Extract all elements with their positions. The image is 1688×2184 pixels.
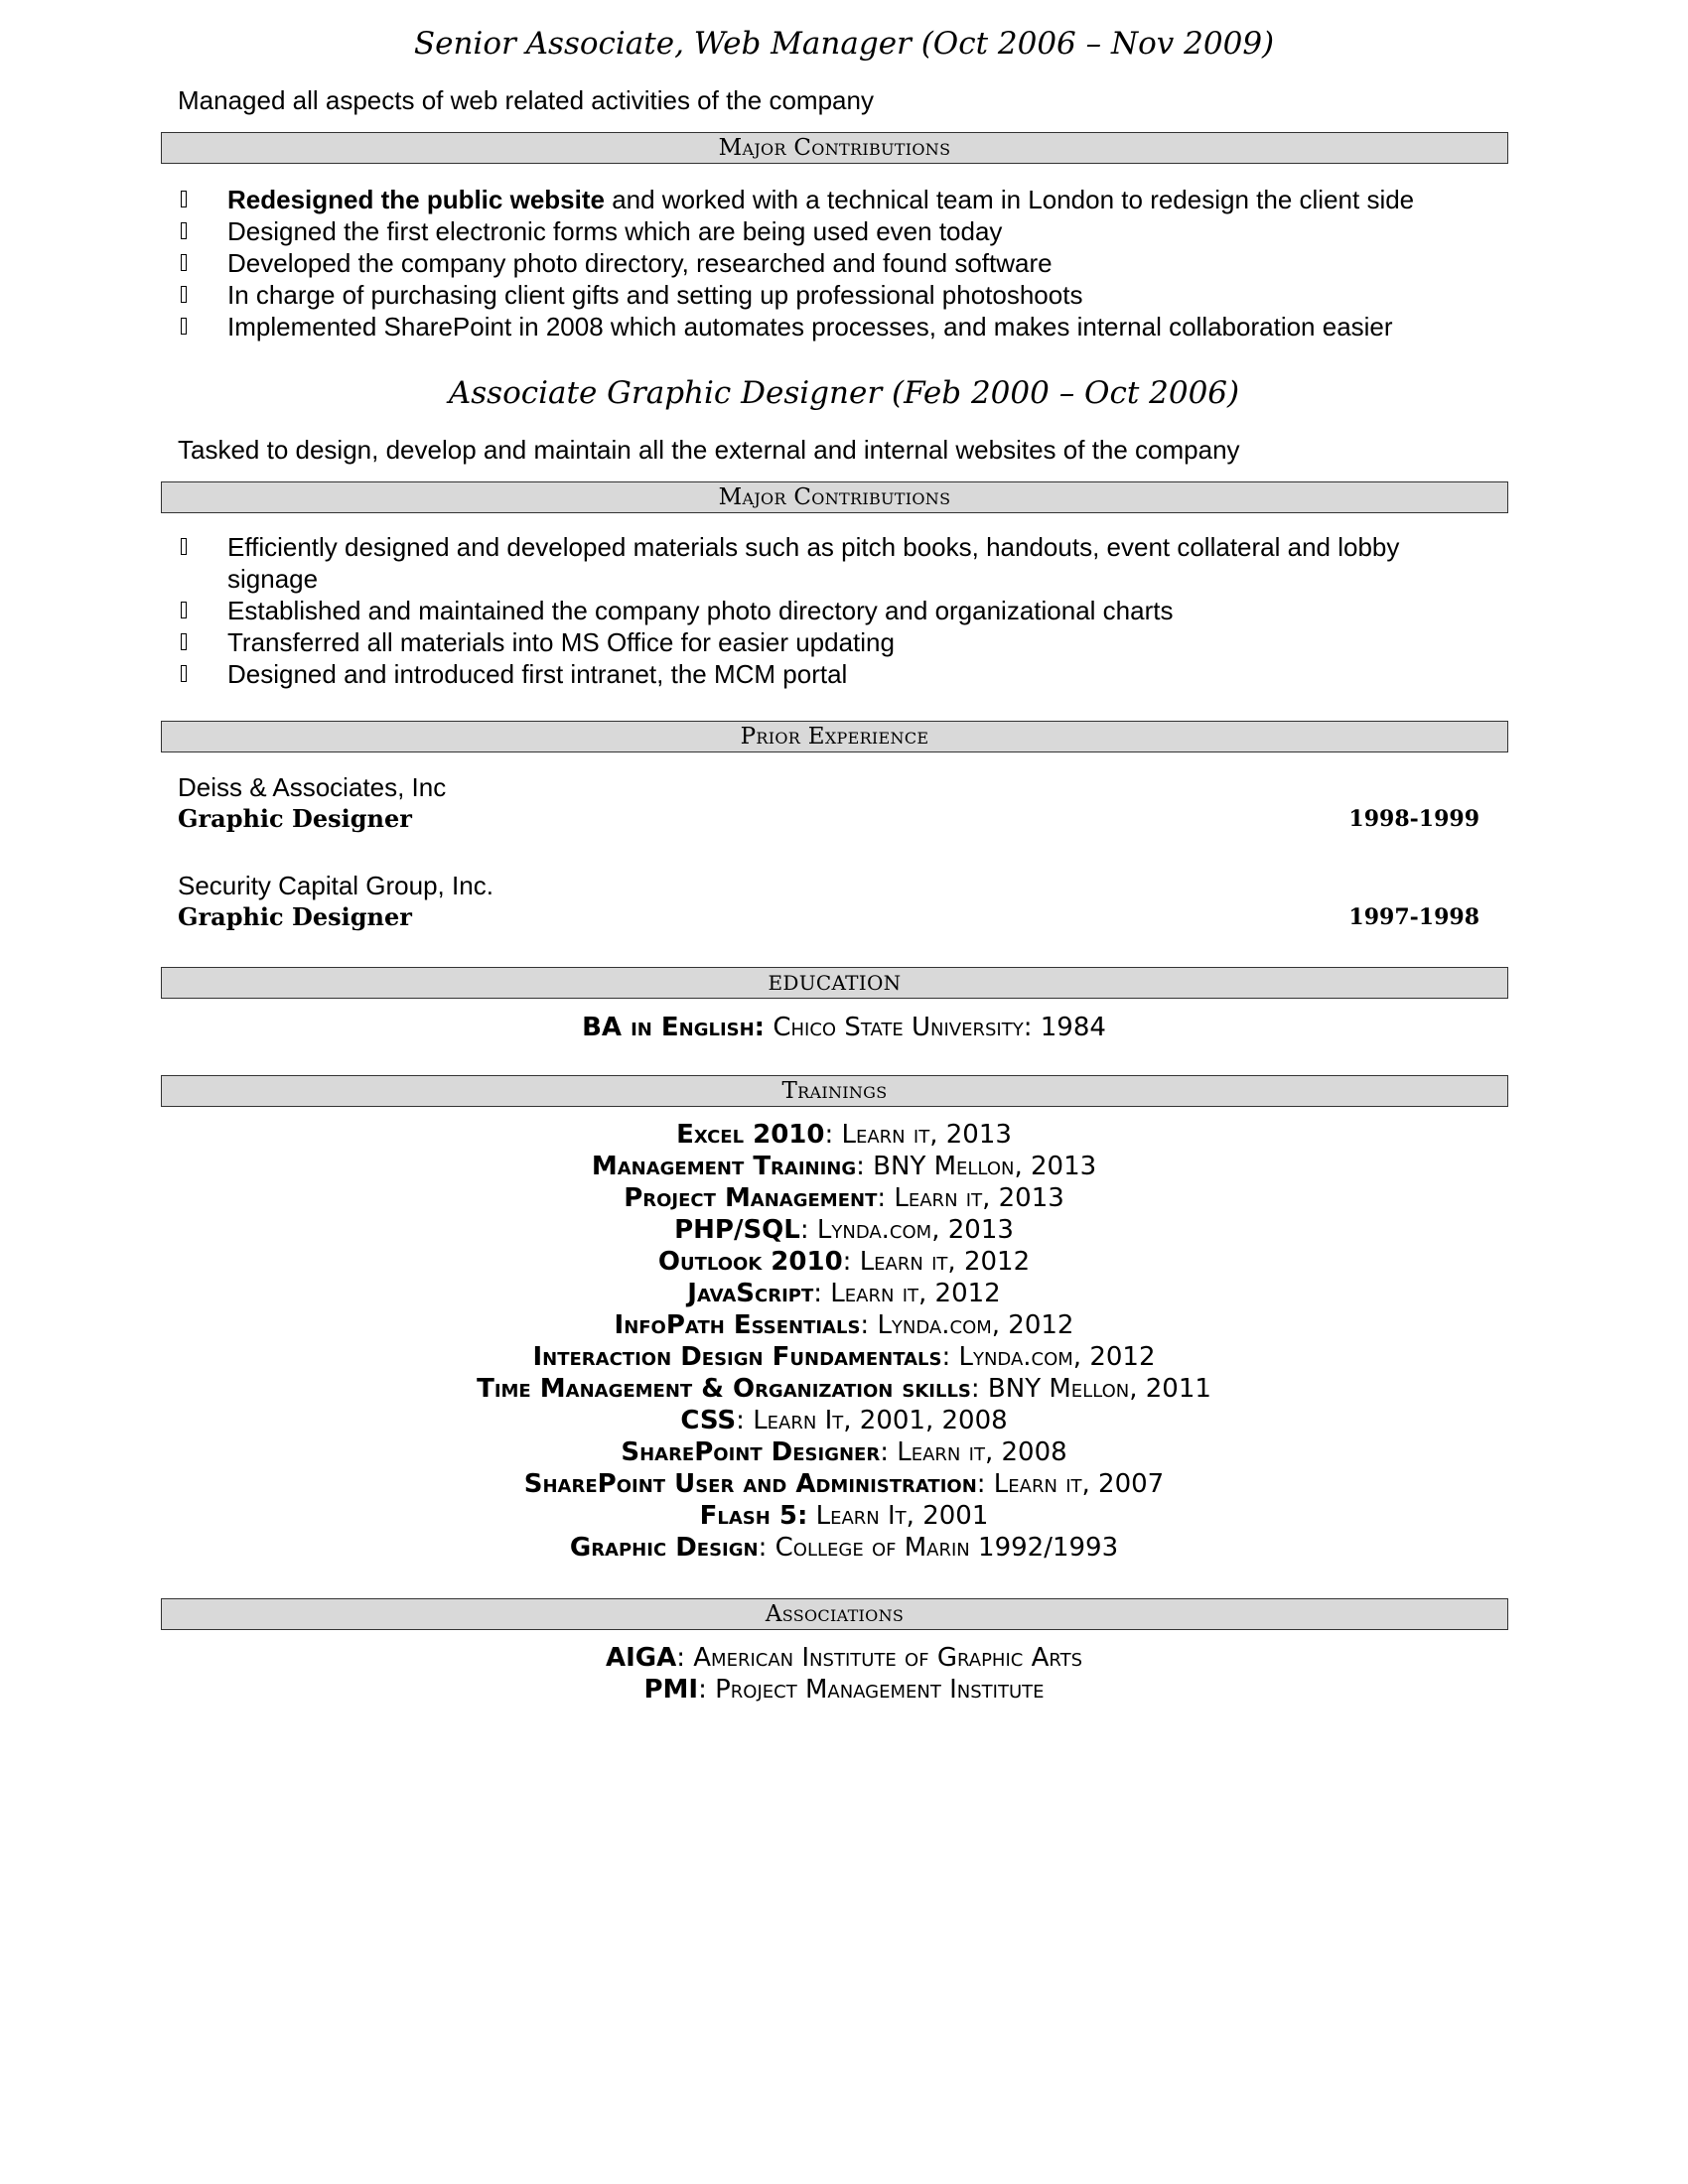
- bullet-icon: [181, 286, 187, 303]
- list-item: [0, 1278, 1688, 1309]
- item-detail: : Lynda.com, 2012: [860, 1310, 1074, 1340]
- list-item: [181, 247, 1511, 279]
- bullet-icon: [181, 191, 187, 207]
- list-item: [0, 1373, 1688, 1405]
- section-header-associations: Associations: [161, 1598, 1508, 1630]
- item-detail: : Learn it, 2013: [824, 1120, 1012, 1150]
- list-item: [181, 626, 1481, 658]
- item-detail: : Learn It, 2001, 2008: [736, 1406, 1008, 1435]
- item-name: Project Management: [624, 1183, 878, 1213]
- item-detail: : Lynda.com, 2012: [941, 1342, 1156, 1372]
- list-item: [0, 1674, 1688, 1706]
- job-summary: Managed all aspects of web related activities of the company: [178, 85, 874, 115]
- item-detail: : Learn it, 2007: [976, 1469, 1165, 1499]
- item-name: Outlook 2010: [657, 1247, 843, 1277]
- item-name: CSS: [680, 1406, 737, 1435]
- list-item: [0, 1309, 1688, 1341]
- bullet-icon: [181, 665, 187, 682]
- list-item: [0, 1642, 1688, 1674]
- bullet-text: and worked with a technical team in London to redesign the client side: [604, 185, 1415, 214]
- item-detail: : Learn it, 2012: [842, 1247, 1031, 1277]
- item-name: Interaction Design Fundamentals: [532, 1342, 942, 1372]
- item-detail: : Project Management Institute: [698, 1675, 1045, 1705]
- item-detail: Learn It, 2001: [807, 1501, 989, 1531]
- list-item: [0, 1532, 1688, 1564]
- item-name: Graphic Design: [569, 1533, 759, 1563]
- item-detail: : American Institute of Graphic Arts: [676, 1643, 1083, 1673]
- role-title: Graphic Designer: [178, 804, 412, 833]
- item-name: Time Management & Organization skills: [477, 1374, 971, 1404]
- item-detail: : Learn it, 2012: [813, 1279, 1001, 1308]
- item-name: Management Training: [591, 1152, 857, 1181]
- contributions-list: [181, 531, 1481, 690]
- item-name: Excel 2010: [676, 1120, 825, 1150]
- item-name: InfoPath Essentials: [614, 1310, 861, 1340]
- list-item: [0, 1182, 1688, 1214]
- section-header-education: EDUCATION: [161, 967, 1508, 999]
- bullet-text: In charge of purchasing client gifts and setting up professional photoshoots: [227, 280, 1083, 310]
- list-item: [0, 1341, 1688, 1373]
- role-title: Graphic Designer: [178, 902, 412, 931]
- bullet-text: Established and maintained the company photo directory and organizational charts: [227, 596, 1174, 625]
- section-header-prior-experience: Prior Experience: [161, 721, 1508, 752]
- company-name: Deiss & Associates, Inc: [178, 772, 447, 802]
- role-dates: 1998-1999: [1348, 806, 1479, 832]
- bullet-icon: [181, 538, 187, 555]
- section-header-trainings: Trainings: [161, 1075, 1508, 1107]
- item-detail: : Learn it, 2013: [877, 1183, 1064, 1213]
- section-header-major-contributions: Major Contributions: [161, 132, 1508, 164]
- item-name: SharePoint User and Administration: [523, 1469, 977, 1499]
- item-name: PHP/SQL: [674, 1215, 800, 1245]
- item-detail: : Lynda.com, 2013: [799, 1215, 1014, 1245]
- contributions-list: [181, 184, 1511, 342]
- item-detail: : Learn it, 2008: [880, 1437, 1067, 1467]
- trainings-list: [0, 1119, 1688, 1564]
- list-item: [0, 1500, 1688, 1532]
- list-item: [0, 1214, 1688, 1246]
- role-dates: 1997-1998: [1348, 904, 1479, 930]
- list-item: [181, 595, 1481, 626]
- list-item: [181, 531, 1481, 595]
- item-detail: : College of Marin 1992/1993: [758, 1533, 1119, 1563]
- bullet-text: Developed the company photo directory, researched and found software: [227, 248, 1053, 278]
- item-detail: : BNY Mellon, 2011: [970, 1374, 1211, 1404]
- bullet-text: Designed the first electronic forms which are being used even today: [227, 216, 1003, 246]
- section-header-major-contributions: Major Contributions: [161, 481, 1508, 513]
- item-name: PMI: [643, 1675, 699, 1705]
- bullet-icon: [181, 254, 187, 271]
- item-name: JavaScript: [687, 1279, 814, 1308]
- education-entry: [0, 1012, 1688, 1043]
- list-item: [0, 1468, 1688, 1500]
- list-item: [0, 1246, 1688, 1278]
- bullet-icon: [181, 602, 187, 618]
- bullet-icon: [181, 318, 187, 335]
- school: Chico State University: 1984: [765, 1013, 1106, 1042]
- item-detail: : BNY Mellon, 2013: [856, 1152, 1097, 1181]
- bullet-text: Efficiently designed and developed materials such as pitch books, handouts, event collateral and lobby signage: [227, 532, 1400, 594]
- job-title: Associate Graphic Designer (Feb 2000 – Oct 2006): [448, 375, 1240, 411]
- bullet-text: Implemented SharePoint in 2008 which automates processes, and makes internal collaboration easier: [227, 312, 1393, 341]
- list-item: [181, 658, 1481, 690]
- list-item: [181, 311, 1511, 342]
- bullet-text: Designed and introduced first intranet, the MCM portal: [227, 659, 848, 689]
- list-item: [181, 279, 1511, 311]
- job-summary: Tasked to design, develop and maintain all the external and internal websites of the company: [178, 435, 1240, 465]
- company-name: Security Capital Group, Inc.: [178, 871, 493, 900]
- job-title: Senior Associate, Web Manager (Oct 2006 – Nov 2009): [413, 26, 1275, 62]
- item-name: Flash 5:: [699, 1501, 808, 1531]
- item-name: AIGA: [605, 1643, 677, 1673]
- list-item: [181, 215, 1511, 247]
- bullet-bold-text: Redesigned the public website: [227, 185, 605, 214]
- associations-list: [0, 1642, 1688, 1706]
- list-item: [0, 1405, 1688, 1436]
- degree: BA in English:: [582, 1013, 766, 1042]
- bullet-icon: [181, 633, 187, 650]
- bullet-icon: [181, 222, 187, 239]
- list-item: [0, 1119, 1688, 1151]
- bullet-text: Transferred all materials into MS Office for easier updating: [227, 627, 895, 657]
- item-name: SharePoint Designer: [621, 1437, 881, 1467]
- list-item: [181, 184, 1511, 215]
- list-item: [0, 1436, 1688, 1468]
- list-item: [0, 1151, 1688, 1182]
